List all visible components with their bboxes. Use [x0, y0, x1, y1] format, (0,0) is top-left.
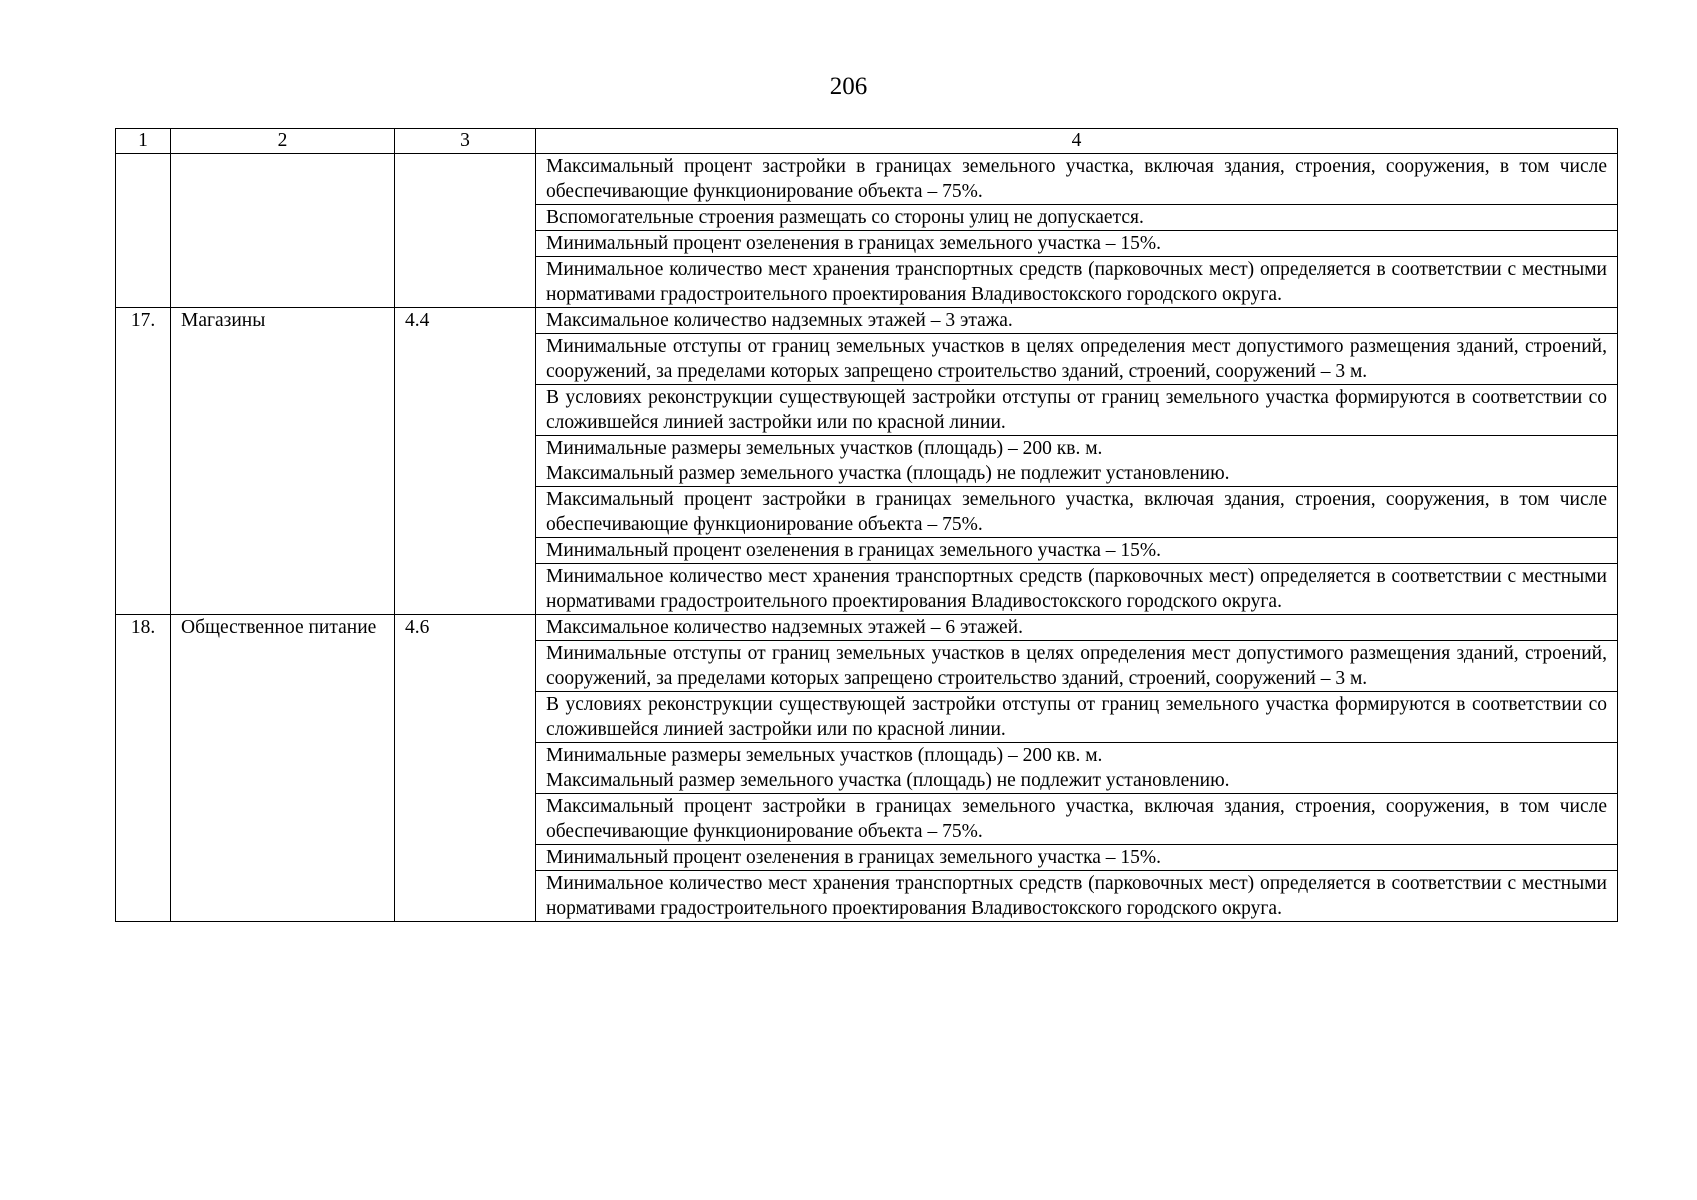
parameter-text: Максимальный процент застройки в границах земельного участка, включая здания, строения, сооружения, в том числе обеспечивающие функционирование объекта – 75%. [546, 489, 1607, 535]
parameter-text: В условиях реконструкции существующей застройки отступы от границ земельного участка формируются в соответствии со сложившейся линией застройки или по красной линии. [546, 694, 1607, 740]
parameter-cell [536, 794, 1618, 845]
parameter-text: Вспомогательные строения размещать со стороны улиц не допускается. [546, 207, 1144, 228]
column-header: 1 [116, 129, 171, 154]
table-header [116, 129, 1618, 154]
parameter-text: Минимальные отступы от границ земельных участков в целях определения мест допустимого размещения зданий, строений, сооружений, за пределами которых запрещено строительство зданий, строений, сооружений – 3 м. [546, 336, 1607, 382]
parameter-text: Максимальное количество надземных этажей – 6 этажей. [546, 617, 1023, 638]
table-row [116, 308, 1618, 334]
parameter-cell [536, 743, 1618, 794]
parameter-cell [536, 205, 1618, 231]
parameter-cell [536, 257, 1618, 308]
column-header: 2 [171, 129, 395, 154]
table-row [116, 615, 1618, 641]
parameter-text: Минимальное количество мест хранения транспортных средств (парковочных мест) определяется в соответствии с местными нормативами градостроительного проектирования Владивостокского городского округа. [546, 259, 1607, 305]
parameter-cell [536, 692, 1618, 743]
parameter-text: Максимальное количество надземных этажей – 3 этажа. [546, 310, 1013, 331]
use-code-cell [395, 154, 536, 308]
row-number-cell [116, 154, 171, 308]
column-header: 4 [536, 129, 1618, 154]
parameter-cell [536, 641, 1618, 692]
use-code-cell: 4.4 [395, 308, 536, 615]
header-row [116, 129, 1618, 154]
parameter-cell [536, 871, 1618, 922]
parameter-cell [536, 308, 1618, 334]
page-number: 206 [829, 73, 868, 100]
parameter-cell [536, 615, 1618, 641]
parameter-cell [536, 334, 1618, 385]
column-header: 3 [395, 129, 536, 154]
parameter-text: Минимальные размеры земельных участков (площадь) – 200 кв. м. [546, 438, 1103, 459]
parameter-cell [536, 487, 1618, 538]
parameter-text: Минимальный процент озеленения в границах земельного участка – 15%. [546, 540, 1162, 561]
parameter-cell [536, 564, 1618, 615]
table-row [116, 154, 1618, 205]
parameter-text: Минимальные отступы от границ земельных участков в целях определения мест допустимого размещения зданий, строений, сооружений, за пределами которых запрещено строительство зданий, строений, сооружений – 3 м. [546, 643, 1607, 689]
row-number-cell: 18. [116, 615, 171, 922]
parameter-text: Максимальный размер земельного участка (площадь) не подлежит установлению. [546, 463, 1230, 484]
use-code-cell: 4.6 [395, 615, 536, 922]
parameter-text: Минимальное количество мест хранения транспортных средств (парковочных мест) определяется в соответствии с местными нормативами градостроительного проектирования Владивостокского городского округа. [546, 566, 1607, 612]
parameter-text: Максимальный процент застройки в границах земельного участка, включая здания, строения, сооружения, в том числе обеспечивающие функционирование объекта – 75%. [546, 796, 1607, 842]
row-number-cell: 17. [116, 308, 171, 615]
parameter-cell [536, 154, 1618, 205]
parameter-text: В условиях реконструкции существующей застройки отступы от границ земельного участка формируются в соответствии со сложившейся линией застройки или по красной линии. [546, 387, 1607, 433]
parameter-text: Минимальные размеры земельных участков (площадь) – 200 кв. м. [546, 745, 1103, 766]
regulations-table [115, 128, 1618, 922]
parameter-cell [536, 845, 1618, 871]
parameter-cell [536, 436, 1618, 487]
use-type-cell [171, 154, 395, 308]
use-type-cell: Общественное питание [171, 615, 395, 922]
parameter-text: Минимальное количество мест хранения транспортных средств (парковочных мест) определяется в соответствии с местными нормативами градостроительного проектирования Владивостокского городского округа. [546, 873, 1607, 919]
use-type-cell: Магазины [171, 308, 395, 615]
parameter-cell [536, 385, 1618, 436]
parameter-text: Максимальный размер земельного участка (площадь) не подлежит установлению. [546, 770, 1230, 791]
parameter-cell [536, 538, 1618, 564]
table-body [116, 154, 1618, 922]
parameter-text: Минимальный процент озеленения в границах земельного участка – 15%. [546, 233, 1162, 254]
parameter-text: Максимальный процент застройки в границах земельного участка, включая здания, строения, сооружения, в том числе обеспечивающие функционирование объекта – 75%. [546, 156, 1607, 202]
parameter-cell [536, 231, 1618, 257]
parameter-text: Минимальный процент озеленения в границах земельного участка – 15%. [546, 847, 1162, 868]
